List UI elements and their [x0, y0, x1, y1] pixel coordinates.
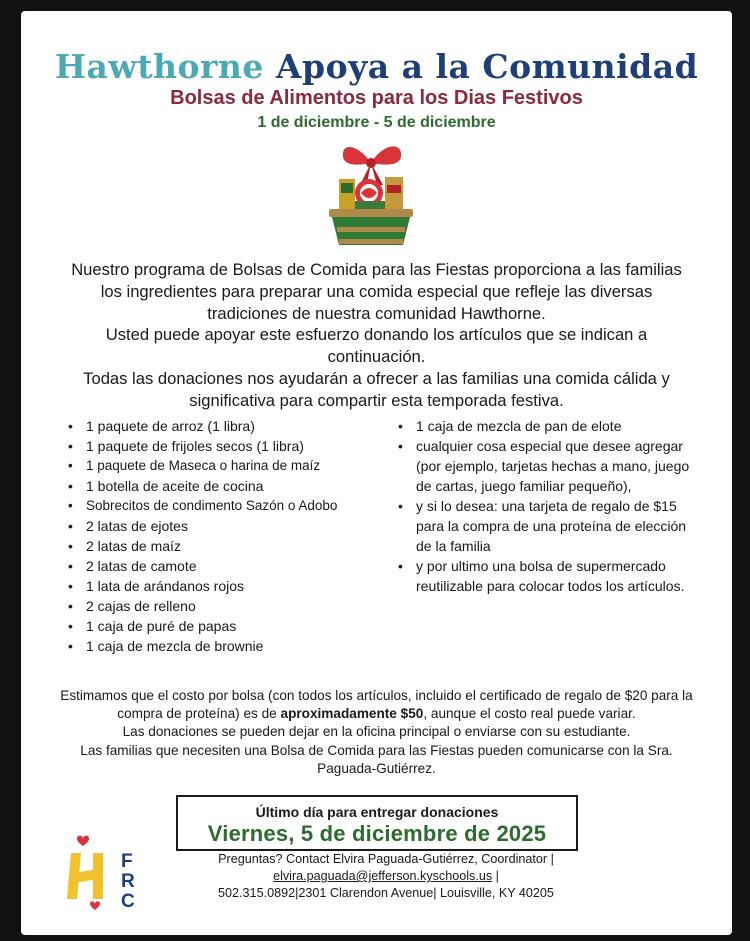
page-title — [21, 47, 732, 86]
logo-letter-r: R — [121, 871, 135, 892]
list-item: • 2 cajas de relleno — [64, 596, 354, 616]
list-item: • Sobrecitos de condimento Sazón o Adobo — [64, 496, 354, 516]
list-item: • cualquier cosa especial que desee agregar (por ejemplo, tarjetas hechas a mano, juego de cartas, juego familiar pequeño), — [394, 436, 694, 496]
gift-basket-icon — [321, 135, 421, 253]
contact-info — [171, 851, 601, 902]
dropoff-line: Las donaciones se pueden dejar en la oficina principal o enviarse con su estudiante. — [122, 724, 631, 740]
logo-letter-c: C — [121, 891, 135, 911]
items-list-left — [64, 416, 354, 656]
intro-paragraph: Todas las donaciones nos ayudarán a ofrecer a las familias una comida cálida y significativa para compartir esta temporada festiva. — [83, 368, 670, 410]
estimate-line — [59, 687, 694, 723]
contact-address: 502.315.0892|2301 Clarendon Avenue| Louisville, KY 40205 — [218, 886, 554, 900]
list-item: • 2 latas de camote — [64, 556, 354, 576]
intro-paragraph: Nuestro programa de Bolsas de Comida para las Fiestas proporciona a las familias los ingredientes para preparar una comida especial que refleje las diversas tradiciones de nuestra comunidad Hawthorne. — [71, 260, 682, 323]
intro-text — [61, 259, 692, 412]
list-item: • 1 caja de mezcla de pan de elote — [394, 416, 694, 436]
deadline-date: Viernes, 5 de diciembre de 2025 — [207, 821, 547, 846]
list-item: • 1 lata de arándanos rojos — [64, 576, 354, 596]
estimate-text: Estimamos que el costo por bolsa (con todos los artículos, incluido el certificado de regalo de $20 para la compra de proteína) es de — [60, 688, 693, 722]
email-separator: | — [492, 869, 499, 883]
email-link[interactable]: elvira.paguada@jefferson.kyschools.us — [273, 869, 493, 883]
estimate-amount: aproximadamente $50 — [280, 706, 424, 722]
list-item: • 1 caja de puré de papas — [64, 616, 354, 636]
deadline-label: Último día para entregar donaciones — [255, 804, 499, 820]
list-item: • y por ultimo una bolsa de supermercado reutilizable para colocar todos los artículos. — [394, 556, 694, 596]
list-item: • 1 caja de mezcla de brownie — [64, 636, 354, 656]
deadline-box — [176, 795, 578, 851]
logo-letter-f: F — [121, 851, 133, 872]
contact-email-line — [171, 868, 601, 885]
list-item: • y si lo desea: una tarjeta de regalo de $15 para la compra de una proteína de elección de la familia — [394, 496, 694, 556]
title-hawthorne: Hawthorne — [54, 47, 264, 86]
list-item: • 1 botella de aceite de cocina — [64, 476, 354, 496]
intro-paragraph: Usted puede apoyar este esfuerzo donando los artículos que se indican a continuación. — [105, 325, 648, 367]
list-item: • 2 latas de ejotes — [64, 516, 354, 536]
title-apoya: Apoya a la Comunidad — [275, 47, 699, 86]
contact-line: Preguntas? Contact Elvira Paguada-Gutiérrez, Coordinator | — [218, 852, 554, 866]
list-item: • 2 latas de maíz — [64, 536, 354, 556]
flyer-page — [21, 11, 732, 935]
frc-logo-icon — [63, 831, 145, 911]
families-line: Las familias que necesiten una Bolsa de Comida para las Fiestas pueden comunicarse con la Sra. Paguada-Gutiérrez. — [80, 742, 673, 776]
cost-estimate — [59, 687, 694, 778]
items-list-right — [394, 416, 694, 596]
list-item: • 1 paquete de Maseca o harina de maíz — [64, 456, 354, 476]
list-item: • 1 paquete de frijoles secos (1 libra) — [64, 436, 354, 456]
list-item: • 1 paquete de arroz (1 libra) — [64, 416, 354, 436]
estimate-text-end: , aunque el costo real puede variar. — [423, 706, 636, 722]
date-range: 1 de diciembre - 5 de diciembre — [257, 114, 496, 131]
subtitle: Bolsas de Alimentos para los Dias Festivos — [170, 87, 583, 109]
